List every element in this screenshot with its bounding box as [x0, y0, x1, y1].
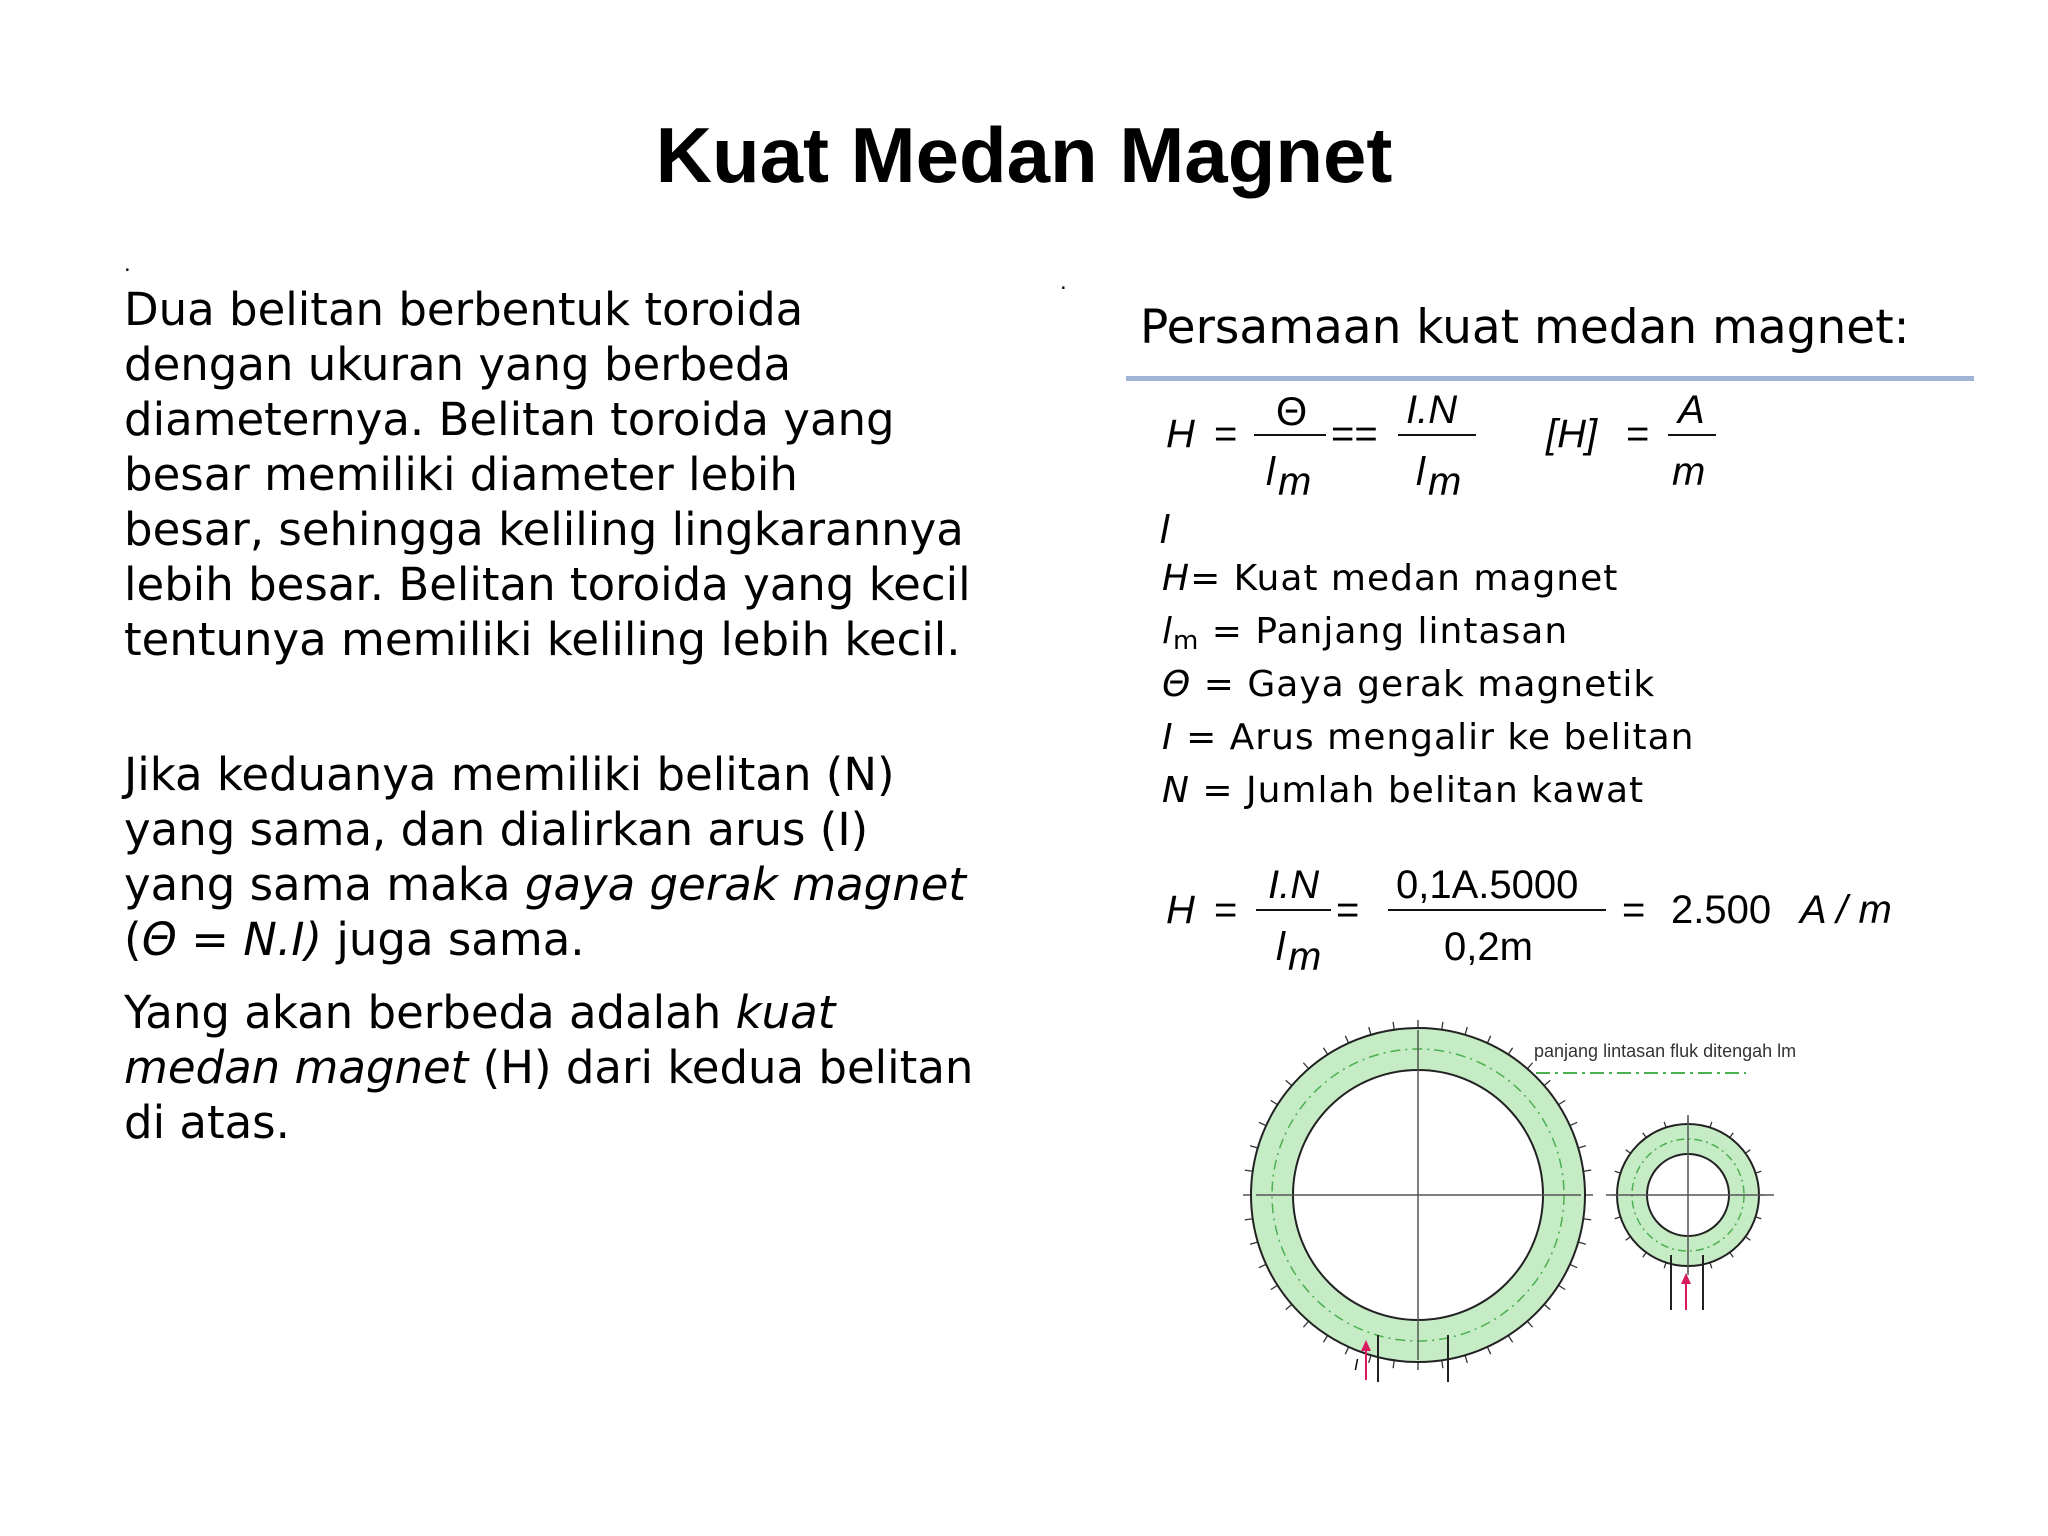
- emphasis-text: kuat: [735, 986, 836, 1039]
- intro-line: lebih besar. Belitan toroida yang kecil: [124, 558, 971, 611]
- formula-subscript: m: [1288, 935, 1322, 979]
- formula-definition: [1166, 388, 1716, 504]
- formula-equals: =: [1336, 888, 1360, 932]
- formula-calculation: [1166, 863, 1892, 979]
- conclusion-line: di atas.: [124, 1096, 290, 1149]
- formula-denominator: 0,2m: [1444, 925, 1533, 969]
- unit-numerator: A: [1678, 388, 1705, 432]
- stray-mark: l: [1160, 508, 1169, 552]
- condition-line: Jika keduanya memiliki belitan (N): [124, 748, 895, 801]
- intro-line: besar, sehingga keliling lingkarannya: [124, 503, 964, 556]
- formula-denominator: l: [1416, 450, 1425, 494]
- unit-lhs: [H]: [1546, 412, 1598, 456]
- formula-numerator: 0,1A.5000: [1396, 863, 1579, 907]
- diagram-label: panjang lintasan fluk ditengah lm: [1534, 1041, 1797, 1061]
- formula-unit: A / m: [1800, 888, 1892, 932]
- current-arrow-head: [1681, 1273, 1691, 1284]
- formula-subscript: m: [1428, 460, 1462, 504]
- page-title: Kuat Medan Magnet: [655, 111, 1393, 199]
- condition-line: yang sama maka: [124, 858, 525, 911]
- formula-equals: =: [1626, 412, 1650, 456]
- intro-line: Dua belitan berbentuk toroida: [124, 283, 804, 336]
- formula-equals: =: [1214, 412, 1238, 456]
- definition-item: I = Arus mengalir ke belitan: [1162, 717, 1695, 758]
- bullet-left: .: [124, 250, 131, 277]
- definition-item: Θ = Gaya gerak magnetik: [1162, 664, 1656, 705]
- equation-heading: Persamaan kuat medan magnet:: [1140, 300, 1910, 355]
- current-label: I: [1354, 1357, 1359, 1374]
- paragraph-intro: [124, 282, 1024, 667]
- intro-line: tentunya memiliki keliling lebih kecil.: [124, 613, 961, 666]
- formula-numerator: Θ: [1276, 390, 1308, 434]
- formula-denominator: l: [1266, 450, 1275, 494]
- condition-line: (: [124, 913, 142, 966]
- formula-numerator: I.N: [1268, 863, 1320, 907]
- emphasis-text: medan magnet: [124, 1041, 469, 1094]
- intro-line: besar memiliki diameter lebih: [124, 448, 798, 501]
- definition-item: N = Jumlah belitan kawat: [1162, 770, 1645, 811]
- emphasis-text: Θ = N.I): [141, 913, 323, 966]
- paragraph-condition: [124, 747, 1024, 967]
- equation-figure: [1126, 385, 1996, 1390]
- definitions-list: [1162, 558, 1694, 811]
- emphasis-text: gaya gerak magnet: [524, 858, 967, 911]
- divider-line: [1126, 376, 1974, 381]
- formula-denominator: l: [1276, 925, 1285, 969]
- conclusion-line: Yang akan berbeda adalah: [124, 986, 736, 1039]
- formula-lhs: H: [1166, 412, 1195, 456]
- unit-denominator: m: [1672, 450, 1706, 494]
- small-toroid: [1606, 1115, 1774, 1310]
- paragraph-conclusion: [124, 985, 1024, 1150]
- intro-line: dengan ukuran yang berbeda: [124, 338, 792, 391]
- definition-item: H= Kuat medan magnet: [1162, 558, 1619, 599]
- formula-numerator: I.N: [1406, 388, 1458, 432]
- formula-result: 2.500: [1671, 888, 1772, 932]
- left-text-column: [124, 282, 1024, 1150]
- definition-item: lm = Panjang lintasan: [1162, 611, 1569, 656]
- condition-line: juga sama.: [322, 913, 585, 966]
- condition-line: yang sama, dan dialirkan arus (I): [124, 803, 869, 856]
- formula-equals: =: [1622, 888, 1646, 932]
- intro-line: diameternya. Belitan toroida yang: [124, 393, 895, 446]
- formula-equals: ==: [1331, 412, 1378, 456]
- formula-equals: =: [1214, 888, 1238, 932]
- conclusion-line: (H) dari kedua belitan: [468, 1041, 974, 1094]
- formula-lhs: H: [1166, 888, 1195, 932]
- bullet-right: .: [1060, 268, 1067, 295]
- large-toroid: [1243, 1020, 1593, 1382]
- formula-subscript: m: [1278, 460, 1312, 504]
